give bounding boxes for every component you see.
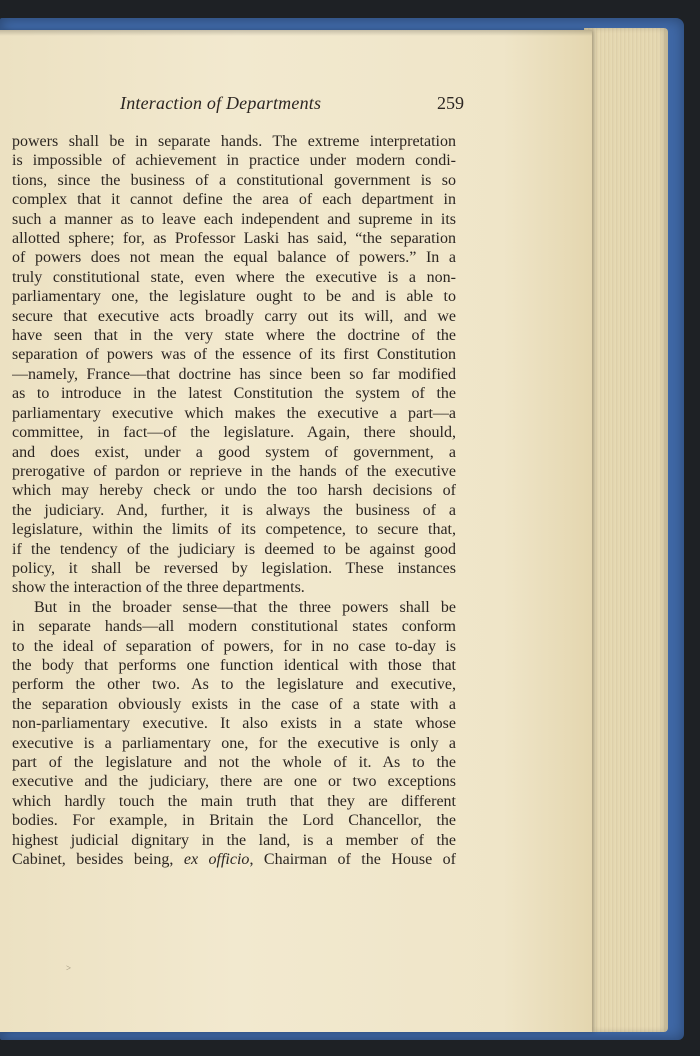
text-line: truly constitutional state, even where the executive is a non- bbox=[12, 268, 456, 286]
text-line: bodies. For example, in Britain the Lord Chancellor, the bbox=[12, 812, 456, 830]
final-line-end: , Chairman of the House of bbox=[249, 851, 456, 869]
text-line: which hardly touch the main truth that they are different bbox=[12, 792, 456, 810]
text-line: of powers does not mean the equal balance of powers.” In a bbox=[12, 249, 456, 267]
text-line: the body that performs one function identical with those that bbox=[12, 656, 456, 674]
text-line: policy, it shall be reversed by legislation. These instances bbox=[12, 559, 456, 577]
text-line: as to introduce in the latest Constitution the system of the bbox=[12, 385, 456, 403]
text-line: executive is a parliamentary one, for the executive is only a bbox=[12, 734, 456, 752]
running-title: Interaction of Departments bbox=[120, 93, 322, 113]
text-line: is impossible of achievement in practice under modern condi- bbox=[12, 152, 456, 170]
text-line: non-parliamentary executive. It also exists in a state whose bbox=[12, 715, 456, 733]
page-number: 259 bbox=[437, 93, 464, 113]
text-line: the separation obviously exists in the case of a state with a bbox=[12, 695, 456, 713]
text-line: such a manner as to leave each independent and supreme in its bbox=[12, 210, 456, 228]
paragraph-end-line: show the interaction of the three departments. bbox=[12, 579, 305, 597]
text-line: perform the other two. As to the legislature and executive, bbox=[12, 676, 456, 694]
text-line: allotted sphere; for, as Professor Laski has said, “the separation bbox=[12, 230, 456, 248]
text-line: executive and the judiciary, there are one or two exceptions bbox=[12, 773, 456, 791]
text-line: complex that it cannot define the area of each department in bbox=[12, 191, 456, 209]
text-line: powers shall be in separate hands. The extreme interpretation bbox=[12, 133, 456, 150]
text-line: legislature, within the limits of its competence, to secure that, bbox=[12, 521, 456, 539]
final-line-start: Cabinet, besides being, bbox=[12, 851, 174, 869]
text-line: which may hereby check or undo the too harsh decisions of bbox=[12, 482, 456, 500]
pencil-mark: > bbox=[66, 963, 72, 973]
paragraph-start-line: But in the broader sense—that the three powers shall be bbox=[34, 598, 456, 616]
text-line: and does exist, under a good system of government, a bbox=[12, 443, 456, 461]
text-line: highest judicial dignitary in the land, is a member of the bbox=[12, 831, 456, 849]
text-line: separation of powers was of the essence of its first Constitution bbox=[12, 346, 456, 364]
text-line: to the ideal of separation of powers, for in no case to-day is bbox=[12, 637, 456, 655]
body-text bbox=[12, 132, 456, 869]
page-edges bbox=[584, 28, 668, 1032]
text-line: in separate hands—all modern constitutional states conform bbox=[12, 618, 456, 636]
text-line: the judiciary. And, further, it is always the business of a bbox=[12, 501, 456, 519]
text-line: parliamentary one, the legislature ought to be and is able to bbox=[12, 288, 456, 306]
text-line: parliamentary executive which makes the executive a part—a bbox=[12, 404, 456, 422]
text-line: secure that executive acts broadly carry out its will, and we bbox=[12, 307, 456, 325]
text-line: —namely, France—that doctrine has since been so far modified bbox=[12, 365, 456, 383]
text-line: tions, since the business of a constitutional government is so bbox=[12, 171, 456, 189]
text-line: part of the legislature and not the whole of it. As to the bbox=[12, 754, 456, 771]
final-text-line bbox=[12, 850, 456, 869]
text-line: have seen that in the very state where the doctrine of the bbox=[12, 327, 456, 345]
text-line: committee, in fact—of the legislature. Again, there should, bbox=[12, 424, 456, 442]
running-head bbox=[12, 93, 464, 121]
text-line: if the tendency of the judiciary is deemed to be against good bbox=[12, 540, 456, 558]
text-line: prerogative of pardon or reprieve in the hands of the executive bbox=[12, 462, 456, 480]
italic-phrase: ex officio bbox=[183, 851, 250, 869]
page-shadow bbox=[0, 30, 592, 36]
